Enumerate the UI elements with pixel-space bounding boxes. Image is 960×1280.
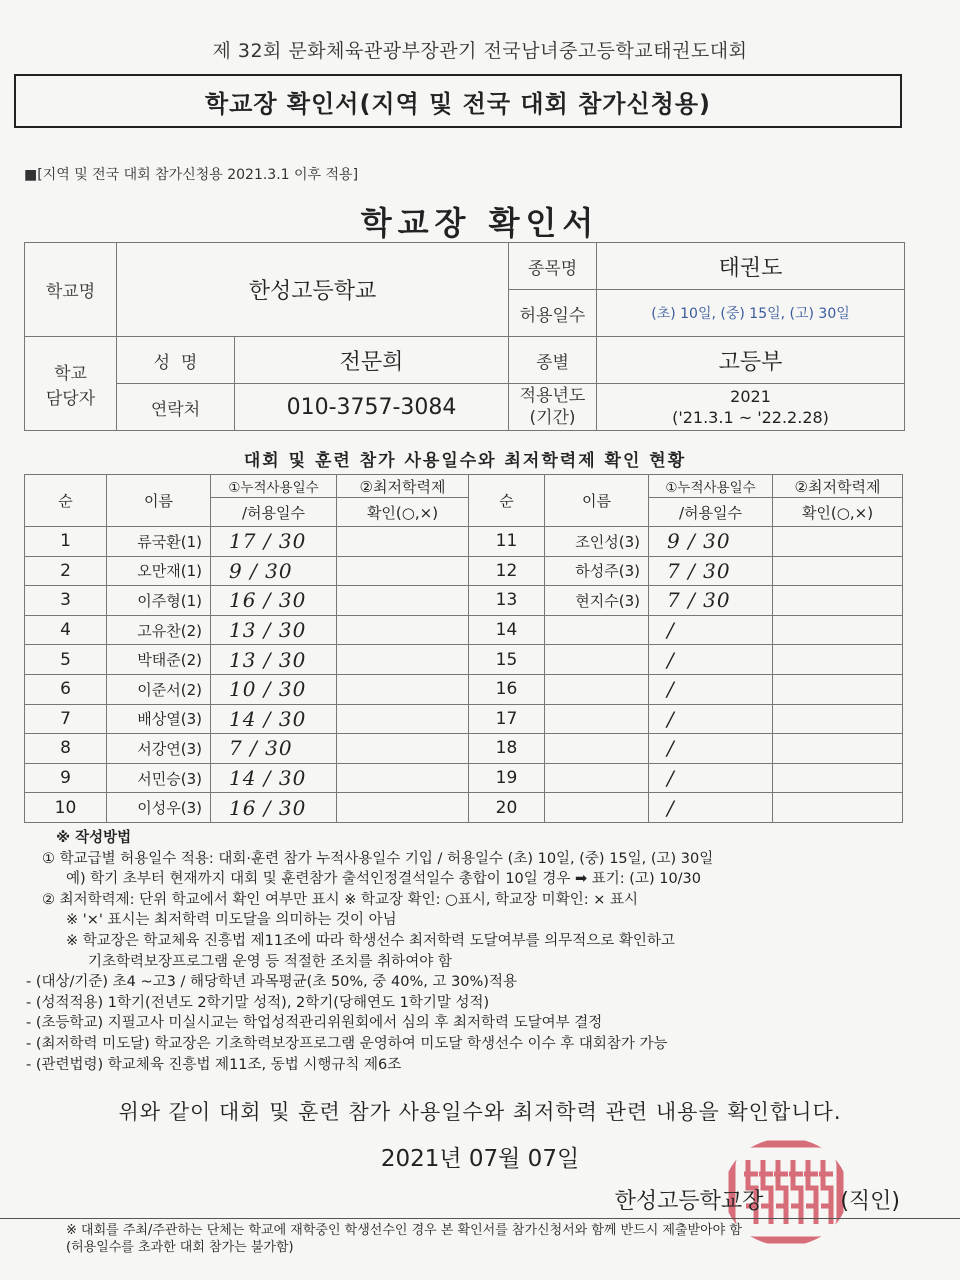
school-name-value: 한성고등학교 xyxy=(117,243,509,337)
used-days: 10 / 30 xyxy=(211,674,337,704)
student-name xyxy=(545,674,649,704)
instruction-line: - (관련법령) 학교체육 진흥법 제11조, 동법 시행규칙 제6조 xyxy=(26,1056,402,1073)
student-name: 배상열(3) xyxy=(107,704,211,734)
table-row xyxy=(25,763,469,793)
row-number: 13 xyxy=(469,586,545,616)
table-row xyxy=(25,527,469,557)
instruction-line: ※ 학교장은 학교체육 진흥법 제11조에 따라 학생선수 최저학력 도달여부를 의무적으로 확인하고 xyxy=(66,932,675,949)
manager-name-value: 전문희 xyxy=(235,337,509,384)
min-academic-check xyxy=(773,763,903,793)
student-name xyxy=(545,704,649,734)
used-days: / xyxy=(649,704,773,734)
instruction-line: - (초등학교) 지필고사 미실시교는 학업성적관리위원회에서 심의 후 최저학력 도달여부 결정 xyxy=(26,1015,603,1032)
row-number: 15 xyxy=(469,645,545,675)
period-label-line2: (기간) xyxy=(529,408,576,428)
row-number: 3 xyxy=(25,586,107,616)
event-title: 제 32회 문화체육관광부장관기 전국남녀중고등학교태권도대회 xyxy=(212,40,748,62)
footer-note xyxy=(66,1222,926,1256)
instructions xyxy=(26,828,912,1075)
table-row xyxy=(25,615,469,645)
col-days-header-1: ①누적사용일수 xyxy=(649,475,773,498)
student-name xyxy=(545,793,649,823)
instruction-line: ① 학교급별 허용일수 적용: 대회·훈련 참가 누적사용일수 기입 / 허용일수 (초) 10일, (중) 15일, (고) 30일 xyxy=(42,850,714,867)
student-name: 현지수(3) xyxy=(545,586,649,616)
min-academic-check xyxy=(337,586,469,616)
signed-date: 2021년 07월 07일 xyxy=(380,1146,580,1172)
student-name: 박태준(2) xyxy=(107,645,211,675)
confirmation-statement: 위와 같이 대회 및 훈련 참가 사용일수와 최저학력 관련 내용을 확인합니다. xyxy=(118,1100,842,1124)
table-row xyxy=(469,704,903,734)
table-row xyxy=(25,704,469,734)
row-number: 19 xyxy=(469,763,545,793)
row-number: 1 xyxy=(25,527,107,557)
sport-value: 태권도 xyxy=(597,243,905,290)
division-value: 고등부 xyxy=(597,337,905,384)
used-days: 9 / 30 xyxy=(211,556,337,586)
student-name: 고유찬(2) xyxy=(107,615,211,645)
student-name: 하성주(3) xyxy=(545,556,649,586)
table-row xyxy=(469,527,903,557)
col-name-header: 이름 xyxy=(107,475,211,527)
row-number: 17 xyxy=(469,704,545,734)
student-name xyxy=(545,645,649,675)
manager-label-line2: 담당자 xyxy=(45,388,96,409)
participants-table-left xyxy=(24,474,469,823)
table-row xyxy=(25,734,469,764)
row-number: 20 xyxy=(469,793,545,823)
row-number: 4 xyxy=(25,615,107,645)
row-number: 12 xyxy=(469,556,545,586)
student-name: 서민승(3) xyxy=(107,763,211,793)
row-number: 16 xyxy=(469,674,545,704)
school-info-table xyxy=(24,242,905,431)
used-days: / xyxy=(649,645,773,675)
used-days: 17 / 30 xyxy=(211,527,337,557)
min-academic-check xyxy=(337,674,469,704)
row-number: 14 xyxy=(469,615,545,645)
table-row xyxy=(25,586,469,616)
used-days: 16 / 30 xyxy=(211,793,337,823)
row-number: 9 xyxy=(25,763,107,793)
used-days: / xyxy=(649,674,773,704)
table-row xyxy=(469,586,903,616)
manager-name-label: 성 명 xyxy=(117,337,235,384)
footer-note-line1: ※ 대회를 주최/주관하는 단체는 학교에 재학중인 학생선수인 경우 본 확인서를 참가신청서와 함께 반드시 제출받아야 함 xyxy=(66,1223,742,1238)
instructions-title: ※ 작성방법 xyxy=(56,830,132,846)
used-days: 9 / 30 xyxy=(649,527,773,557)
used-days: 14 / 30 xyxy=(211,704,337,734)
table-row xyxy=(25,674,469,704)
student-name xyxy=(545,763,649,793)
used-days: 13 / 30 xyxy=(211,645,337,675)
instruction-line: 기초학력보장프로그램 운영 등 적절한 조치를 취하여야 함 xyxy=(88,953,452,970)
min-academic-check xyxy=(337,645,469,675)
student-name: 오만재(1) xyxy=(107,556,211,586)
student-name: 류국환(1) xyxy=(107,527,211,557)
instruction-line: - (최저학력 미도달) 학교장은 기초학력보장프로그램 운영하여 미도달 학생선수 이수 후 대회참가 가능 xyxy=(26,1035,668,1052)
instruction-line: ※ '×' 표시는 최저학력 미도달을 의미하는 것이 아님 xyxy=(66,912,397,929)
col-check-header-1: ②최저학력제 xyxy=(773,475,903,498)
footer-note-line2: (허용일수를 초과한 대회 참가는 불가함) xyxy=(66,1240,294,1255)
school-name-label: 학교명 xyxy=(25,243,117,337)
used-days: 13 / 30 xyxy=(211,615,337,645)
instruction-line: 예) 학기 초부터 현재까지 대회 및 훈련참가 출석인정결석일수 총합이 10일 경우 ➡ 표기: (고) 10/30 xyxy=(66,871,702,888)
participants-table-right xyxy=(468,474,903,823)
min-academic-check xyxy=(773,556,903,586)
period-range: ('21.3.1 ~ '22.2.28) xyxy=(672,408,829,427)
row-number: 5 xyxy=(25,645,107,675)
table-row xyxy=(469,793,903,823)
student-name: 조인성(3) xyxy=(545,527,649,557)
used-days: / xyxy=(649,763,773,793)
section-title: 대회 및 훈련 참가 사용일수와 최저학력제 확인 현황 xyxy=(243,451,687,471)
used-days: / xyxy=(649,734,773,764)
min-academic-check xyxy=(773,674,903,704)
period-value xyxy=(597,384,905,431)
sport-label: 종목명 xyxy=(509,243,597,290)
student-name: 이성우(3) xyxy=(107,793,211,823)
min-academic-check xyxy=(337,734,469,764)
table-row xyxy=(25,645,469,675)
period-year: 2021 xyxy=(730,387,771,406)
form-title: 학교장 확인서 xyxy=(360,204,600,242)
used-days: 14 / 30 xyxy=(211,763,337,793)
table-row xyxy=(469,763,903,793)
student-name: 서강연(3) xyxy=(107,734,211,764)
min-academic-check xyxy=(337,793,469,823)
table-row xyxy=(25,556,469,586)
student-name xyxy=(545,615,649,645)
instruction-line: ② 최저학력제: 단위 학교에서 확인 여부만 표시 ※ 학교장 확인: ○표시, 학교장 미확인: × 표시 xyxy=(42,891,638,908)
min-academic-check xyxy=(773,645,903,675)
min-academic-check xyxy=(773,734,903,764)
row-number: 7 xyxy=(25,704,107,734)
row-number: 10 xyxy=(25,793,107,823)
instruction-line: - (대상/기준) 초4 ~고3 / 해당학년 과목평균(초 50%, 중 40%, 고 30%)적용 xyxy=(26,974,517,991)
allowed-days-label: 허용일수 xyxy=(509,290,597,337)
division-label: 종별 xyxy=(509,337,597,384)
row-number: 2 xyxy=(25,556,107,586)
table-row xyxy=(469,615,903,645)
min-academic-check xyxy=(773,704,903,734)
col-no-header: 순 xyxy=(469,475,545,527)
student-name: 이주형(1) xyxy=(107,586,211,616)
used-days: 16 / 30 xyxy=(211,586,337,616)
col-days-header-2: /허용일수 xyxy=(211,498,337,527)
table-row xyxy=(469,645,903,675)
col-check-header-2: 확인(○,×) xyxy=(337,498,469,527)
min-academic-check xyxy=(337,704,469,734)
col-check-header-1: ②최저학력제 xyxy=(337,475,469,498)
row-number: 8 xyxy=(25,734,107,764)
manager-label xyxy=(25,337,117,431)
row-number: 18 xyxy=(469,734,545,764)
applicability-note: ■[지역 및 전국 대회 참가신청용 2021.3.1 이후 적용] xyxy=(24,167,359,183)
table-row xyxy=(469,556,903,586)
table-row xyxy=(25,793,469,823)
used-days: / xyxy=(649,793,773,823)
min-academic-check xyxy=(337,615,469,645)
row-number: 11 xyxy=(469,527,545,557)
manager-label-line1: 학교 xyxy=(54,363,87,384)
contact-label: 연락처 xyxy=(117,384,235,431)
min-academic-check xyxy=(337,527,469,557)
period-label xyxy=(509,384,597,431)
student-name: 이준서(2) xyxy=(107,674,211,704)
min-academic-check xyxy=(773,615,903,645)
row-number: 6 xyxy=(25,674,107,704)
instruction-line: - (성적적용) 1학기(전년도 2학기말 성적), 2학기(당해연도 1학기말 성적) xyxy=(26,994,490,1011)
period-label-line1: 적용년도 xyxy=(519,386,586,406)
col-days-header-1: ①누적사용일수 xyxy=(211,475,337,498)
footer-divider xyxy=(0,1218,960,1219)
principal-signature-line: 한성고등학교장 (직인) xyxy=(614,1189,900,1214)
document-title: 학교장 확인서(지역 및 전국 대회 참가신청용) xyxy=(204,89,712,118)
min-academic-check xyxy=(773,793,903,823)
table-row xyxy=(469,734,903,764)
used-days: / xyxy=(649,615,773,645)
used-days: 7 / 30 xyxy=(649,556,773,586)
min-academic-check xyxy=(337,763,469,793)
min-academic-check xyxy=(337,556,469,586)
col-check-header-2: 확인(○,×) xyxy=(773,498,903,527)
col-name-header: 이름 xyxy=(545,475,649,527)
min-academic-check xyxy=(773,527,903,557)
min-academic-check xyxy=(773,586,903,616)
col-no-header: 순 xyxy=(25,475,107,527)
contact-value: 010-3757-3084 xyxy=(235,384,509,431)
table-row xyxy=(469,674,903,704)
allowed-days-value: (초) 10일, (중) 15일, (고) 30일 xyxy=(597,290,905,337)
document-title-box xyxy=(14,74,902,128)
used-days: 7 / 30 xyxy=(211,734,337,764)
used-days: 7 / 30 xyxy=(649,586,773,616)
student-name xyxy=(545,734,649,764)
col-days-header-2: /허용일수 xyxy=(649,498,773,527)
